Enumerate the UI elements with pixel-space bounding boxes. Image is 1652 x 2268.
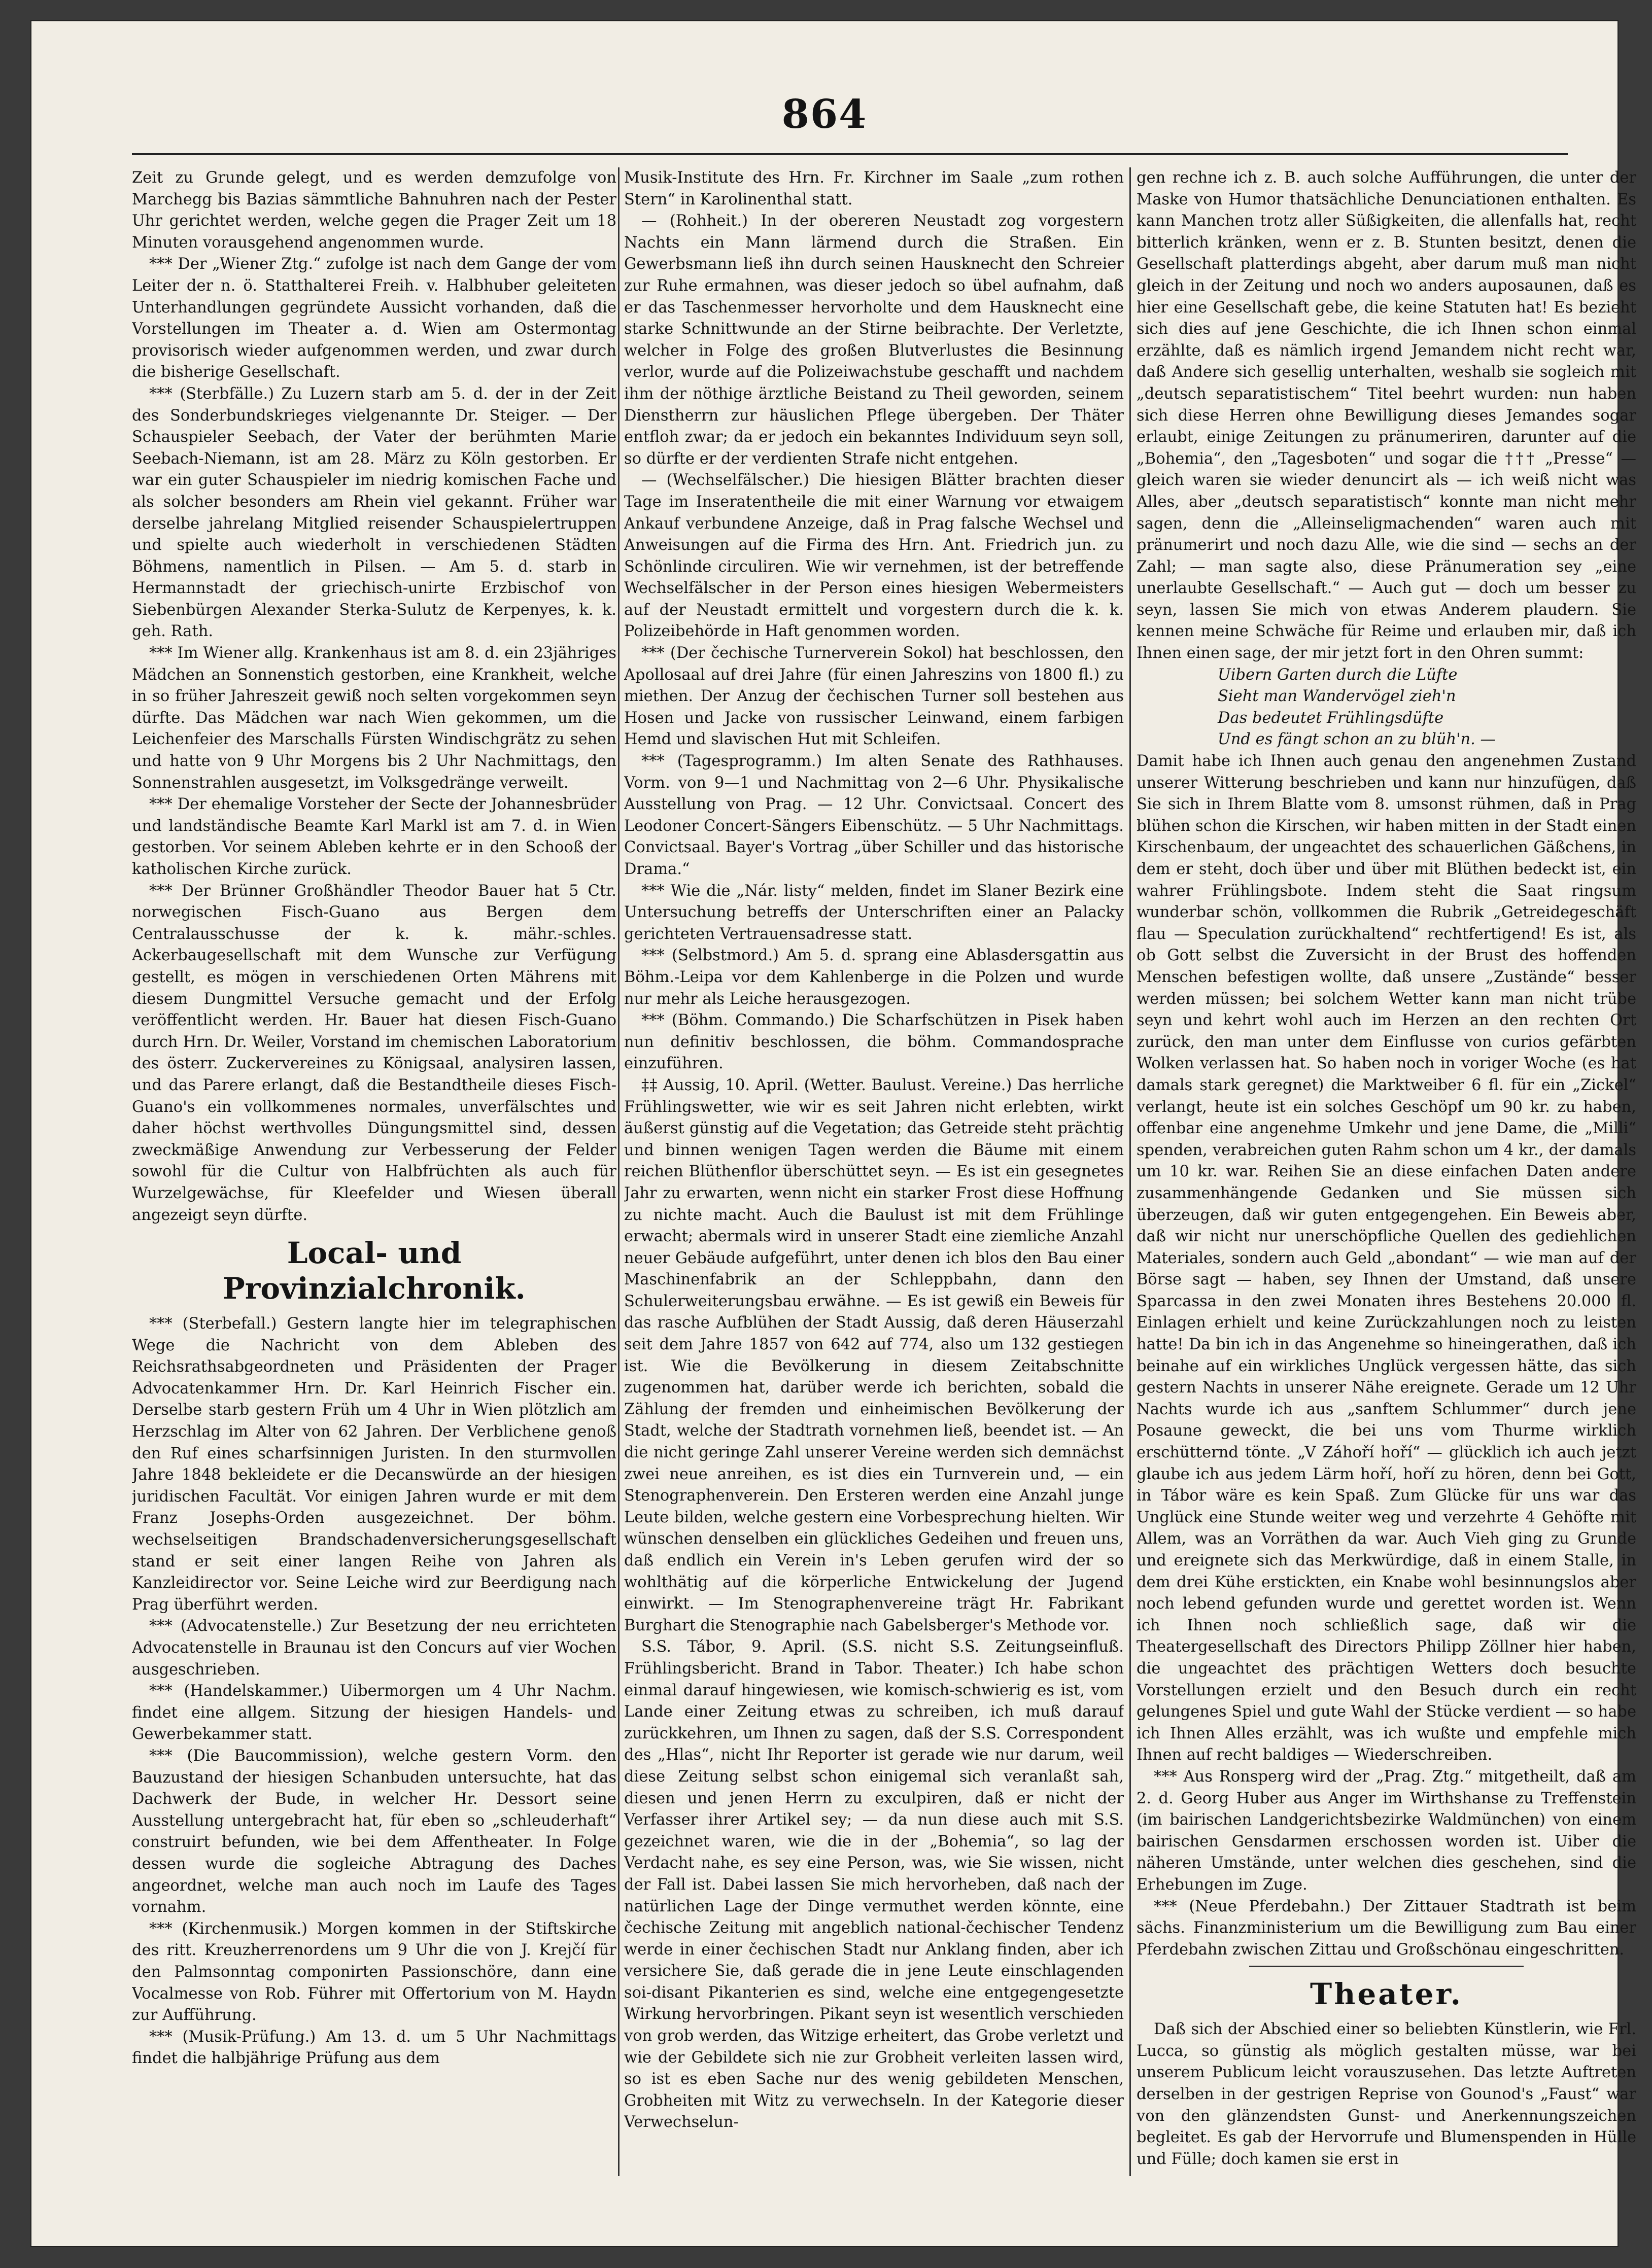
verse-line: Das bedeutet Frühlingsdüfte — [1218, 709, 1444, 727]
newspaper-page — [30, 20, 1636, 2247]
column-divider — [618, 167, 620, 2176]
article-paragraph: S.S. Tábor, 9. April. (S.S. nicht S.S. Zeitungseinfluß. Frühlingsbericht. Brand in Tabor. Theater.) Ich habe schon einmal darauf hingewiesen, wie komisch-schwierig es ist, vom Lande einer Zeitung etwas zu schreiben, ich muß darauf zurückkehren, um Ihnen zu sagen, daß der S.S. Correspondent des „Hlas“, nicht Ihr Reporter ist gerade wie nur darum, weil diese Zeitung selbst schon einigemal sich veranlaßt sah, diesen und jenen Herrn zu exculpiren, daß er nicht der Verfasser ihrer Artikel sey; — da nun diese auch mit S.S. gezeichnet waren, wie die in der „Bohemia“, so lag der Verdacht nahe, es sey eine Person, was, wie Sie wissen, nicht der Fall ist. Dabei lassen Sie mich hervorheben, daß nach der natürlichen Lage der Dinge vermuthet werden könnte, eine čechische Zeitung mit angeblich national-čechischer Tendenz werde in einer čechischen Stadt nur Anklang finden, aber ich versichere Sie, daß gerade die in jene Leute einschlagenden soi-disant Pikanterien es sind, welche eine entgegengesetzte Wirkung hervorbringen. Pikant seyn ist wesentlich verschieden von grob werden, das Witzige erheitert, das Grobe verletzt und wie der Gebildete sich nie zur Grobheit verleiten lassen wird, so ist es eben Sache nur des wenig gebildeten Menschen, Grobheiten mit Witz zu verwechseln. In der Kategorie dieser Verwechselun- — [624, 1638, 1124, 2132]
section-heading: Theater. — [1310, 1977, 1463, 2012]
article-paragraph: *** Im Wiener allg. Krankenhaus ist am 8. d. ein 23jähriges Mädchen an Sonnenstich gestorben, eine Krankheit, welche in so früher Jahreszeit gewiß noch selten vorgekommen seyn dürfte. Das Mädchen war nach Wien gekommen, um die Leichenfeier des Marschalls Fürsten Windischgrätz zu sehen und hatte von 9 Uhr Morgens bis 2 Uhr Nachmittags, den Sonnenstrahlen ausgesetzt, im Volksgedränge verweilt. — [132, 644, 616, 792]
article-paragraph: *** (Musik-Prüfung.) Am 13. d. um 5 Uhr Nachmittags findet die halbjährige Prüfung aus dem — [132, 2028, 616, 2068]
article-paragraph: *** (Die Baucommission), welche gestern Vorm. den Bauzustand der hiesigen Schanbuden untersuchte, hat das Dachwerk der Bude, in welcher Hr. Dessort seine Ausstellung untergebracht hat, für eben so „schleuderhaft“ construirt befunden, wie bei dem Affentheater. In Folge dessen wurde die sogleiche Abtragung des Daches angeordnet, welche man auch noch im Laufe des Tages vornahm. — [132, 1747, 616, 1916]
article-paragraph: *** (Advocatenstelle.) Zur Besetzung der neu errichteten Advocatenstelle in Braunau ist den Concurs auf vier Wochen ausgeschrieben. — [132, 1617, 616, 1679]
article-paragraph: Musik-Institute des Hrn. Fr. Kirchner im Saale „zum rothen Stern“ in Karolinenthal statt. — [624, 169, 1124, 208]
article-paragraph: *** (Der čechische Turnerverein Sokol) hat beschlossen, den Apollosaal auf drei Jahre (für einen Jahreszins von 1800 fl.) zu miethen. Der Anzug der čechischen Turner soll bestehen aus Hosen und Jacke von russischer Leinwand, einem farbigen Hemd und slavischen Hut mit Schleifen. — [624, 644, 1124, 749]
article-paragraph: *** (Sterbefall.) Gestern langte hier im telegraphischen Wege die Nachricht von dem Ableben des Reichsrathsabgeordneten und Präsidenten der Prager Advocatenkammer Hrn. Dr. Karl Heinrich Fischer ein. Derselbe starb gestern Früh um 4 Uhr in Wien plötzlich am Herzschlag im Alter von 62 Jahren. Der Verblichene genoß den Ruf eines scharfsinnigen Juristen. In den sturmvollen Jahre 1848 bekleidete er die Decanswürde an der hiesigen juridischen Facultät. Vor einigen Jahren wurde er mit dem Franz Josephs-Orden ausgezeichnet. Der böhm. wechselseitigen Brandschadenversicherungsgesellschaft stand er seit einer langen Reihe von Jahren als Kanzleidirector vor. Seine Leiche wird zur Beerdigung nach Prag überführt werden. — [132, 1315, 616, 1614]
article-paragraph: Zeit zu Grunde gelegt, und es werden demzufolge von Marchegg bis Bazias sämmtliche Bahnuhren nach der Pester Uhr gerichtet werden, welche gegen die Prager Zeit um 18 Minuten vorausgehend angenommen wurde. — [132, 169, 616, 252]
article-paragraph: — (Rohheit.) In der obereren Neustadt zog vorgestern Nachts ein Mann lärmend durch die Straßen. Ein Gewerbsmann ließ ihn durch seinen Hausknecht den Schreier zur Ruhe ermahnen, was dieser jedoch so übel aufnahm, daß er das Taschenmesser hervorholte und dem Hausknecht eine starke Schnittwunde an der Stirne beibrachte. Der Verletzte, welcher in Folge des großen Blutverlustes die Besinnung verlor, wurde auf die Polizeiwachstube geschafft und nachdem ihm der nöthige ärztliche Beistand zu Theil geworden, seinem Dienstherrn zur häuslichen Pflege übergeben. Der Thäter entfloh zwar; da er jedoch ein bekanntes Individuum seyn soll, so dürfte er der verdienten Strafe nicht entgehen. — [624, 212, 1124, 468]
column-divider — [1129, 167, 1131, 2176]
article-paragraph: *** Der „Wiener Ztg.“ zufolge ist nach dem Gange der vom Leiter der n. ö. Statthalterei Freih. v. Halbhuber geleiteten Unterhandlungen gegründete Aussicht vorhanden, daß die Vorstellungen im Theater a. d. Wien am Ostermontag provisorisch wieder aufgenommen werden, und zwar durch die bisherige Gesellschaft. — [132, 255, 616, 381]
article-paragraph: *** (Sterbfälle.) Zu Luzern starb am 5. d. der in der Zeit des Sonderbundskrieges vielgenannte Dr. Steiger. — Der Schauspieler Seebach, der Vater der berühmten Marie Seebach-Niemann, ist am 28. März zu Köln gestorben. Er war ein guter Schauspieler im niedrig komischen Fache und als solcher besonders am Rhein viel gekannt. Früher war derselbe jahrelang Mitglied reisender Schauspielertruppen und spielte auch wiederholt in verschiedenen Städten Böhmens, namentlich in Pilsen. — Am 5. d. starb in Hermannstadt der griechisch-unirte Erzbischof von Siebenbürgen Alexander Sterka-Sulutz de Kerpenyes, k. k. geh. Rath. — [132, 385, 616, 641]
header-rule — [132, 153, 1568, 155]
column-1 — [132, 167, 616, 2196]
page-number: 864 — [781, 91, 868, 137]
article-paragraph: *** Der Brünner Großhändler Theodor Bauer hat 5 Ctr. norwegischen Fisch-Guano aus Bergen dem Centralausschusse der k. k. mähr.-schles. Ackerbaugesellschaft mit dem Wunsche zur Verfügung gestellt, es mögen in verschiedenen Orten Mährens mit diesem Dungmittel Versuche gemacht und der Erfolg veröffentlicht werden. Hr. Bauer hat diesen Fisch-Guano durch Hrn. Dr. Weiler, Vorstand im chemischen Laboratorium des österr. Zuckervereines zu Königsaal, analysiren lassen, und das Parere erlangt, daß die Bestandtheile dieses Fisch-Guano's ein vollkommenes normales, unverfälschtes und daher höchst werthvolles Düngungsmittel sind, dessen zweckmäßige Anwendung zur Verbesserung der Felder sowohl für die Cultur von Halbfrüchten als auch für Wurzelgewächse, für Kleefelder und Wiesen überall angezeigt seyn dürfte. — [132, 882, 616, 1224]
verse-line: Sieht man Wandervögel zieh'n — [1218, 687, 1456, 706]
column-2 — [624, 167, 1124, 2196]
article-paragraph: ‡‡ Aussig, 10. April. (Wetter. Baulust. Vereine.) Das herrliche Frühlingswetter, wie wir es seit Jahren nicht erlebten, wirkt äußerst günstig auf die Vegetation; das Getreide steht prächtig und binnen wenigen Tagen werden die Bäume mit einem reichen Blüthenflor überschüttet seyn. — Es ist ein gesegnetes Jahr zu erwarten, wenn nicht ein starker Frost diese Hoffnung zu nichte macht. Auch die Baulust ist mit dem Frühlinge erwacht; abermals wird in unserer Stadt eine ziemliche Anzahl neuer Gebäude aufgeführt, unter denen ich blos den Bau einer Maschinenfabrik an der Schleppbahn, dann den Schulerweiterungsbau erwähne. — Es ist gewiß ein Beweis für das rasche Aufblühen der Stadt Aussig, daß deren Häuserzahl seit dem Jahre 1857 von 642 auf 774, also um 132 gestiegen ist. Wie die Bevölkerung in diesem Zeitabschnitte zugenommen hat, darüber werde ich berichten, sobald die Zählung der fremden und einheimischen Bevölkerung der Stadt, welche der Stadtrath vornehmen ließ, beendet ist. — An die nicht geringe Zahl unserer Vereine werden sich demnächst zwei neue anreihen, es ist dies ein Turnverein und, — ein Stenographenverein. Den Ersteren werden eine Anzahl junge Leute bilden, welche gestern eine Vorbesprechung hielten. Wir wünschen denselben ein glückliches Gedeihen und freuen uns, daß endlich ein Verein in's Leben gerufen wird der so wohlthätig auf die körperliche Entwickelung der Jugend einwirkt. — Im Stenographenvereine trägt Hr. Fabrikant Burghart die Stenographie nach Gabelsberger's Methode vor. — [624, 1076, 1124, 1634]
article-paragraph: *** (Kirchenmusik.) Morgen kommen in der Stiftskirche des ritt. Kreuzherrenordens um 9 Uhr die von J. Krejčí für den Palmsonntag componirten Passionschöre, dann eine Vocalmesse von Rob. Führer mit Offertorium von M. Haydn zur Aufführung. — [132, 1920, 616, 2025]
section-heading: Local- und Provinzialchronik. — [223, 1236, 526, 1306]
article-paragraph: *** Aus Ronsperg wird der „Prag. Ztg.“ mitgetheilt, daß am 2. d. Georg Huber aus Anger im Wirthshanse zu Treffenstein (im bairischen Landgerichtsbezirke Waldmünchen) von einem bairischen Gensdarmen erschossen worden ist. Uiber die näheren Umstände, unter welchen dies geschehen, sind die Erhebungen im Zuge. — [1137, 1767, 1636, 1894]
verse-line: Uibern Garten durch die Lüfte — [1218, 666, 1458, 684]
article-paragraph: — (Wechselfälscher.) Die hiesigen Blätter brachten dieser Tage im Inseratentheile die mit einer Warnung vor etwaigem Ankauf verbundene Anzeige, daß in Prag falsche Wechsel und Anweisungen auf die Firma des Hrn. Ant. Friedrich jun. zu Schönlinde circuliren. Wie wir vernehmen, ist der betreffende Wechselfälscher in der Person eines hiesigen Webermeisters auf der Neustadt ermittelt und vorgestern durch die k. k. Polizeibehörde in Haft genommen worden. — [624, 471, 1124, 641]
article-paragraph: *** (Handelskammer.) Uibermorgen um 4 Uhr Nachm. findet eine allgem. Sitzung der hiesigen Handels- und Gewerbekammer statt. — [132, 1682, 616, 1743]
section-rule — [1249, 1966, 1524, 1967]
verse-line: Und es fängt schon an zu blüh'n. — — [1218, 730, 1496, 749]
column-3 — [1137, 167, 1636, 2196]
article-paragraph: *** Wie die „Nár. listy“ melden, findet im Slaner Bezirk eine Untersuchung betreffs der Unterschriften einer an Palacky gerichteten Vertrauensadresse statt. — [624, 882, 1124, 943]
article-paragraph: *** (Tagesprogramm.) Im alten Senate des Rathhauses. Vorm. von 9—1 und Nachmittag von 2—6 Uhr. Physikalische Ausstellung von Prag. — 12 Uhr. Convictsaal. Concert des Leodoner Concert-Sängers Eibenschütz. — 5 Uhr Nachmittags. Convictsaal. Bayer's Vortrag „über Schiller und das historische Drama.“ — [624, 752, 1124, 878]
article-paragraph: *** (Neue Pferdebahn.) Der Zittauer Stadtrath ist beim sächs. Finanzministerium um die Bewilligung zum Bau einer Pferdebahn zwischen Zittau und Großschönau eingeschritten. — [1137, 1897, 1636, 1959]
article-paragraph: Damit habe ich Ihnen auch genau den angenehmen Zustand unserer Witterung beschrieben und kann nur hinzufügen, daß Sie sich in Ihrem Blatte vom 8. umsonst rühmen, daß in Prag blühen schon die Kirschen, wir haben mitten in der Stadt einen Kirschenbaum, der ungeachtet des schauerlichen Gäßchens, in dem er steht, doch über und über mit Blüthen bedeckt ist, ein wahrer Frühlingsbote. Indem steht die Saat ringsum wunderbar schön, vollkommen die Rubrik „Getreidegeschäft flau — Speculation zurückhaltend“ rechtfertigend! Es ist, als ob Gott selbst die Zuversicht in der Brust des hoffenden Menschen befestigen wollte, daß unsere „Zustände“ besser werden müssen; bei solchem Wetter kann man nicht trübe seyn und kehrt wohl auch im Herzen an den rechten Ort zurück, den man unter dem Einflusse von curios gefärbten Wolken verlassen hat. So haben noch in voriger Woche (es hat damals stark geregnet) die Marktweiber 6 fl. für ein „Zickel“ verlangt, heute ist ein solches Geschöpf um 90 kr. zu haben, offenbar eine angenehme Umkehr und jene Dame, die „Milli“ spenden, verabreichen guten Rahm schon um 4 kr., der damals um 10 kr. war. Reihen Sie an diese einfachen Daten andere zusammenhängende Gedanken und Sie müssen sich überzeugen, daß wir guten entgegengehen. Ein Beweis aber, daß wir nicht nur unerschöpfliche Quellen des gediehlichen Materiales, sondern auch Geld „abondant“ — wie man auf der Börse sagt — haben, sey Ihnen der Umstand, daß unsere Sparcassa in den zwei Monaten ihres Bestehens 20.000 fl. Einlagen erhielt und keine Zurückzahlungen noch zu leisten hatte! Da bin ich in das Angenehme so hineingerathen, daß ich beinahe auf ein wirkliches Unglück vergessen hätte, das sich gestern Nachts in unserer Nähe ereignete. Gerade um 12 Uhr Nachts wurde ich aus „sanftem Schlummer“ durch jene Posaune geweckt, die bei uns vom Thurme wirklich erschütternd tönte. „V Záhoří hoří“ — glücklich ich auch jetzt glaube ich aus jedem Lärm hoří, hoří zu hören, denn bei Gott, in Tábor wäre es kein Spaß. Zum Glücke für uns war das Unglück eine Stunde weiter weg und verzehrte 4 Gehöfte mit Allem, was an Vorräthen da war. Auch Vieh ging zu Grunde und ereignete sich das Merkwürdige, daß in einem Stalle, in dem drei Kühe erstickten, ein Knabe wohl besinnungslos aber noch lebend gefunden wurde und gerettet worden ist. Wenn ich Ihnen noch schließlich sage, daß wir die Theatergesellschaft des Directors Philipp Zöllner hier haben, die ungeachtet des prächtigen Wetters doch besuchte Vorstellungen erzielt und den Besuch durch ein recht gelungenes Spiel und gute Wahl der Stücke verdient — so habe ich Ihnen Alles erzählt, was ich wußte und empfehle mich Ihnen auf recht baldiges — Wiederschreiben. — [1137, 752, 1636, 1764]
article-paragraph: Daß sich der Abschied einer so beliebten Künstlerin, wie Frl. Lucca, so günstig als möglich gestalten müsse, war bei unserem Publicum leicht vorauszusehen. Das letzte Auftreten derselben in der gestrigen Reprise von Gounod's „Faust“ war von den glänzendsten Gunst- und Anerkennungszeichen begleitet. Es gab der Hervorrufe und Blumenspenden in Hülle und Fülle; doch kamen sie erst in — [1137, 2020, 1636, 2168]
article-paragraph: *** (Selbstmord.) Am 5. d. sprang eine Ablasdersgattin aus Böhm.-Leipa vor dem Kahlenberge in die Polzen und wurde nur mehr als Leiche herausgezogen. — [624, 947, 1124, 1008]
article-paragraph: *** Der ehemalige Vorsteher der Secte der Johannesbrüder und landständische Beamte Karl Markl ist am 7. d. in Wien gestorben. Vor seinem Ableben kehrte er in den Schooß der katholischen Kirche zurück. — [132, 795, 616, 878]
article-paragraph: gen rechne ich z. B. auch solche Aufführungen, die unter der Maske von Humor thatsächliche Denunciationen enthalten. Es kann Manchen trotz aller Süßigkeiten, die allenfalls hat, recht bitterlich kränken, wenn er z. B. Stunten besitzt, denen die Gesellschaft platterdings abgeht, aber darum muß man nicht gleich in der Zeitung und noch wo anders auposaunen, daß es hier eine Gesellschaft gebe, die keine Statuten hat! Es bezieht sich dies auf jene Geschichte, die ich Ihnen schon einmal erzählte, daß es nämlich irgend Jemandem nicht recht war, daß Andere sich gesellig unterhalten, weshalb sie sogleich mit „deutsch separatistischem“ Titel beehrt wurden: nun haben sich diese Herren ohne Bewilligung dieses Jemandes sogar erlaubt, einige Zeitungen zu pränumeriren, darunter auf die „Bohemia“, den „Tagesboten“ und sogar die ††† „Presse“ — gleich waren sie wieder denuncirt als — ich weiß nicht was Alles, aber „deutsch separatistisch“ konnte man nicht mehr sagen, denn die „Alleinseligmachenden“ waren auch mit pränumerirt und noch dazu Alle, wie die sind — sechs an der Zahl; — man sagte also, diese Pränumeration sey „eine unerlaubte Gesellschaft.“ — Auch gut — doch um besser zu seyn, lassen Sie mich von etwas Anderem plaudern. Sie kennen meine Schwäche für Reime und erlauben mir, daß ich Ihnen einen sage, der mir jetzt fort in den Ohren summt: — [1137, 169, 1636, 662]
article-paragraph: *** (Böhm. Commando.) Die Scharfschützen in Pisek haben nun definitiv beschlossen, die böhm. Commandosprache einzuführen. — [624, 1011, 1124, 1073]
